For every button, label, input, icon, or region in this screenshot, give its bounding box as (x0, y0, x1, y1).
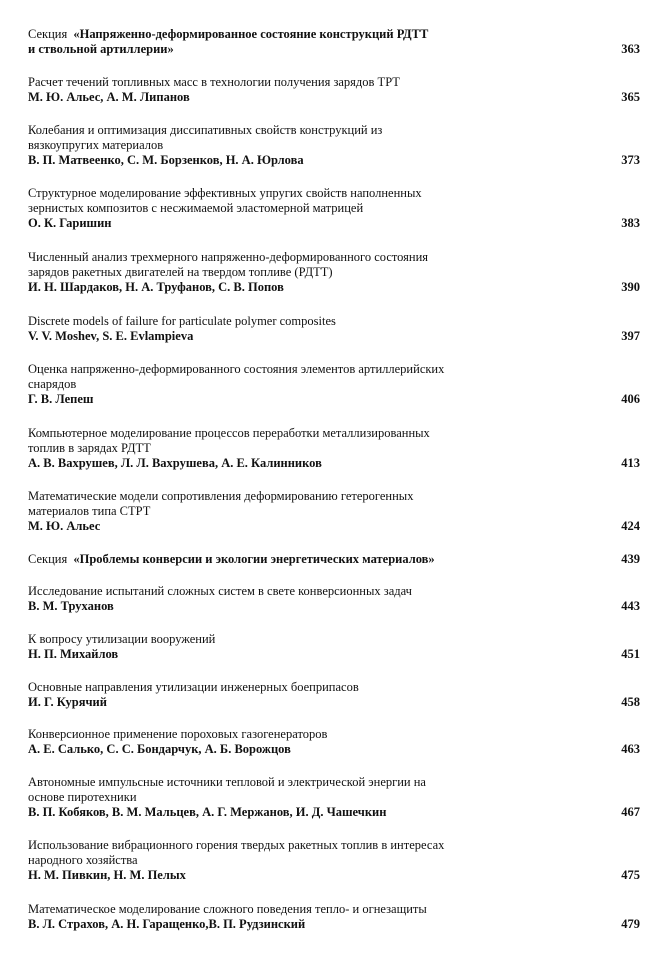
article-title: Конверсионное применение пороховых газогенераторов (28, 727, 328, 741)
section-label: Секция (28, 27, 68, 41)
page-number: 475 (621, 868, 640, 882)
toc-entry (28, 632, 640, 662)
page-number: 365 (621, 90, 640, 104)
toc-entry (28, 838, 640, 883)
article-title-cont: вязкоупругих материалов (28, 138, 164, 152)
article-authors: М. Ю. Альес (28, 519, 101, 533)
page-number: 397 (621, 329, 640, 343)
page-number: 479 (621, 917, 640, 931)
toc-entry (28, 680, 640, 710)
toc-entry (28, 75, 640, 105)
toc-section-entry (28, 27, 640, 57)
section-heading-line-1 (28, 27, 640, 42)
article-authors: О. К. Гаришин (28, 216, 112, 230)
section-label: Секция (28, 552, 68, 566)
page-number: 373 (621, 153, 640, 167)
article-authors: V. V. Moshev, S. E. Evlampieva (28, 329, 194, 343)
page-number: 463 (621, 742, 640, 756)
article-authors: Н. П. Михайлов (28, 647, 119, 661)
toc-entry (28, 362, 640, 407)
article-title: Оценка напряженно-деформированного состояния элементов артиллерийских (28, 362, 445, 376)
page-number: 363 (621, 42, 640, 56)
article-title: Использование вибрационного горения твердых ракетных топлив в интересах (28, 838, 445, 852)
section-heading-line-1 (28, 552, 640, 567)
page-number: 390 (621, 280, 640, 294)
section-title: «Проблемы конверсии и экологии энергетических материалов» (73, 552, 435, 566)
article-title: Математическое моделирование сложного поведения тепло- и огнезащиты (28, 902, 427, 916)
article-title: Автономные импульсные источники тепловой и электрической энергии на (28, 775, 426, 789)
page-number: 424 (621, 519, 640, 533)
page-number: 383 (621, 216, 640, 230)
article-authors: В. П. Матвеенко, С. М. Борзенков, Н. А. Юрлова (28, 153, 304, 167)
toc-entry (28, 314, 640, 344)
article-title: Расчет течений топливных масс в технологии получения зарядов ТРТ (28, 75, 400, 89)
article-authors: В. П. Кобяков, В. М. Мальцев, А. Г. Мержанов, И. Д. Чашечкин (28, 805, 387, 819)
article-title: Discrete models of failure for particulate polymer composites (28, 314, 336, 328)
article-authors: А. Е. Салько, С. С. Бондарчук, А. Б. Ворожцов (28, 742, 291, 756)
section-heading-line-2: и ствольной артиллерии» (28, 42, 174, 56)
article-title-cont: топлив в зарядах РДТТ (28, 441, 151, 455)
page-number: 443 (621, 599, 640, 613)
toc-entry (28, 727, 640, 757)
toc-entry (28, 426, 640, 471)
page-number: 439 (621, 552, 640, 566)
toc-entry (28, 489, 640, 534)
article-title: Структурное моделирование эффективных упругих свойств наполненных (28, 186, 422, 200)
article-title: Исследование испытаний сложных систем в свете конверсионных задач (28, 584, 412, 598)
article-title: К вопросу утилизации вооружений (28, 632, 216, 646)
article-title: Основные направления утилизации инженерных боеприпасов (28, 680, 359, 694)
toc-entry (28, 775, 640, 820)
article-authors: И. Н. Шардаков, Н. А. Труфанов, С. В. Попов (28, 280, 284, 294)
article-title: Численный анализ трехмерного напряженно-деформированного состояния (28, 250, 429, 264)
page-number: 458 (621, 695, 640, 709)
article-title-cont: снарядов (28, 377, 77, 391)
toc-entry (28, 584, 640, 614)
article-title-cont: зернистых композитов с несжимаемой эластомерной матрицей (28, 201, 364, 215)
article-title-cont: народного хозяйства (28, 853, 138, 867)
page-number: 406 (621, 392, 640, 406)
article-authors: Н. М. Пивкин, Н. М. Пелых (28, 868, 186, 882)
article-authors: В. Л. Страхов, А. Н. Гаращенко,В. П. Рудзинский (28, 917, 306, 931)
article-authors: А. В. Вахрушев, Л. Л. Вахрушева, А. Е. Калинников (28, 456, 322, 470)
article-authors: В. М. Труханов (28, 599, 114, 613)
toc-entry (28, 902, 640, 932)
article-authors: М. Ю. Альес, А. М. Липанов (28, 90, 190, 104)
toc-section-entry (28, 552, 640, 567)
toc-entry (28, 123, 640, 168)
page-number: 413 (621, 456, 640, 470)
article-title-cont: основе пиротехники (28, 790, 137, 804)
toc-entry (28, 250, 640, 295)
page-number: 467 (621, 805, 640, 819)
article-authors: Г. В. Лепеш (28, 392, 94, 406)
page-number: 451 (621, 647, 640, 661)
article-title: Математические модели сопротивления деформированию гетерогенных (28, 489, 414, 503)
article-title: Компьютерное моделирование процессов переработки металлизированных (28, 426, 430, 440)
article-title-cont: материалов типа СТРТ (28, 504, 151, 518)
article-title: Колебания и оптимизация диссипативных свойств конструкций из (28, 123, 383, 137)
section-title: «Напряженно-деформированное состояние конструкций РДТТ (73, 27, 429, 41)
article-authors: И. Г. Курячий (28, 695, 107, 709)
article-title-cont: зарядов ракетных двигателей на твердом топливе (РДТТ) (28, 265, 333, 279)
toc-entry (28, 186, 640, 231)
